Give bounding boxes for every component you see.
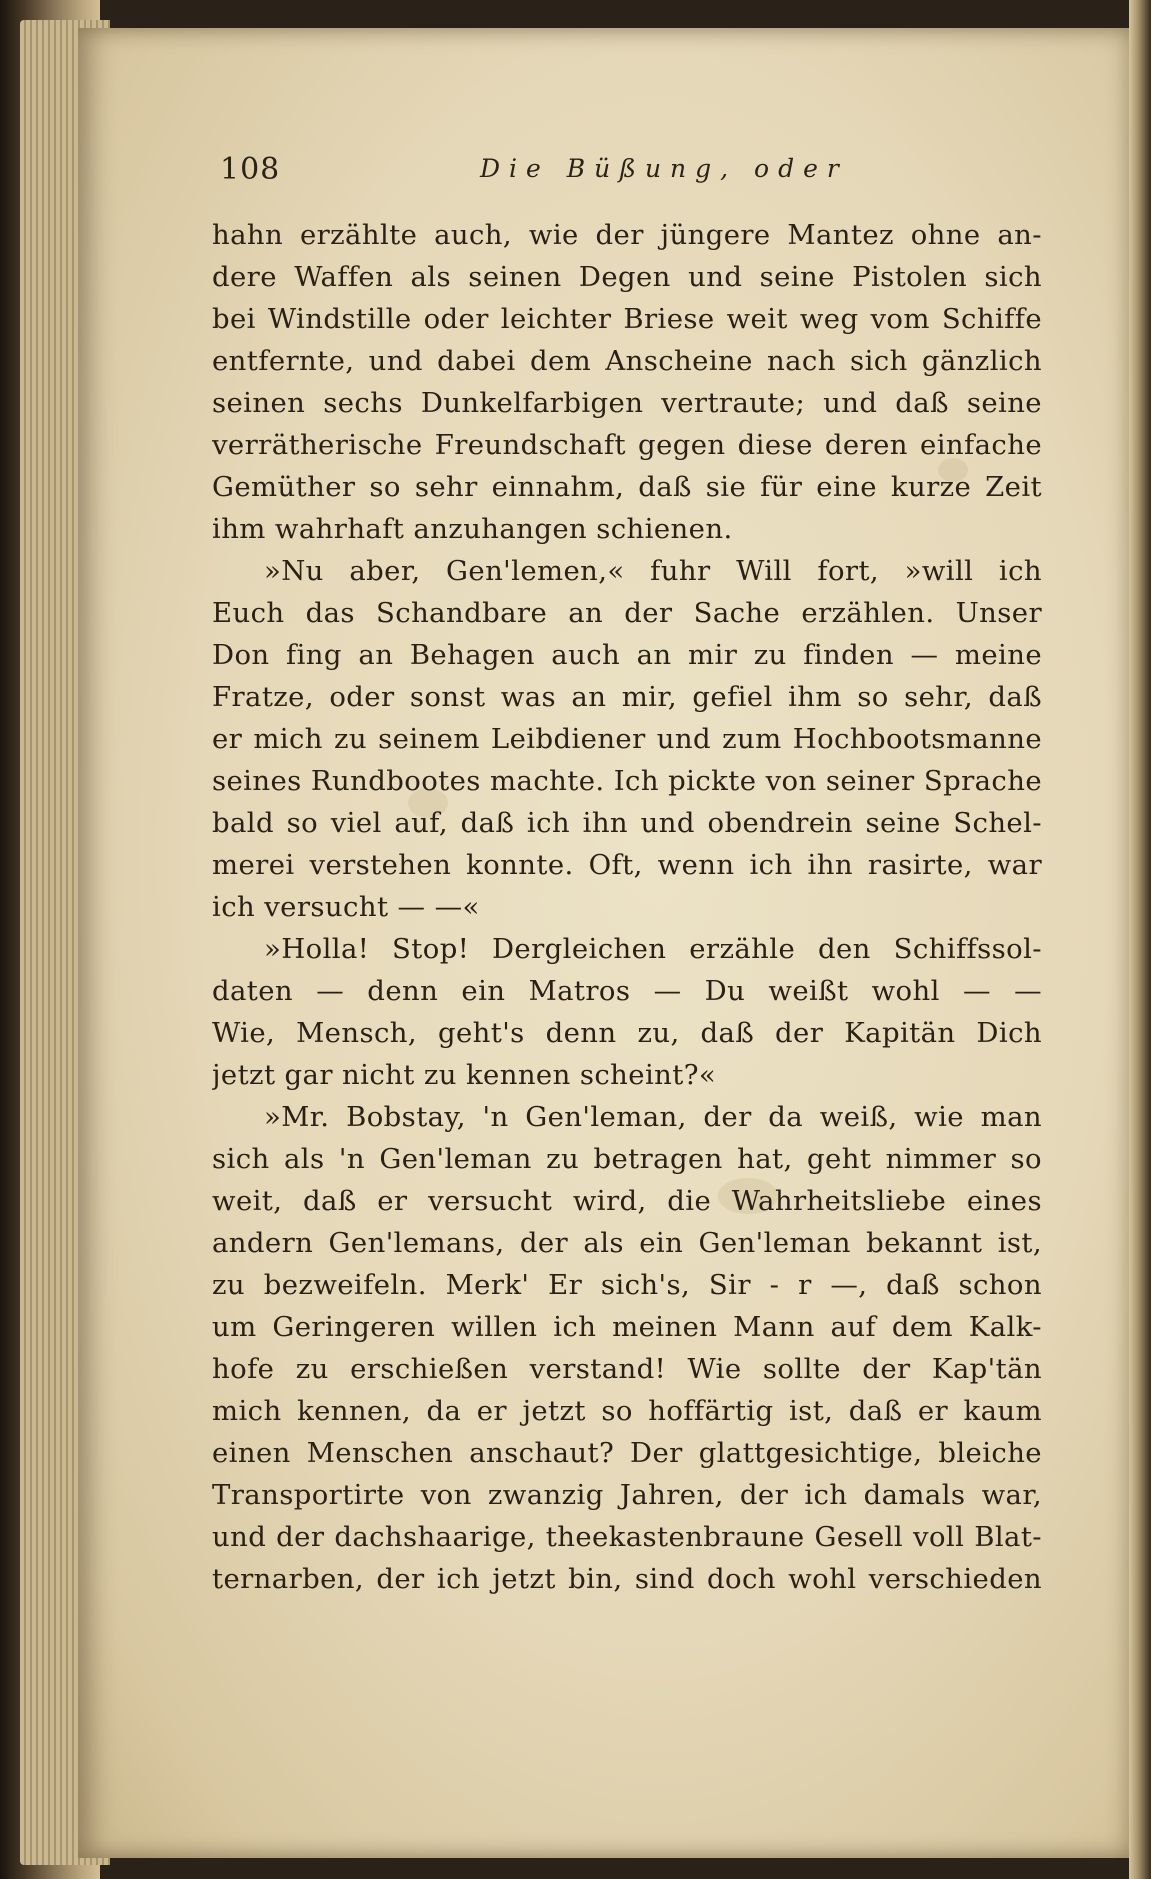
text-line: bald so viel auf, daß ich ihn und obendrein seine Schel- — [212, 807, 1042, 839]
page-header — [140, 150, 1040, 200]
text-line: »Nu aber, Gen'lemen,« fuhr Will fort, »will ich — [264, 555, 1042, 587]
text-line: andern Gen'lemans, der als ein Gen'leman bekannt ist, — [212, 1227, 1042, 1259]
text-line: »Mr. Bobstay, 'n Gen'leman, der da weiß, wie man — [264, 1101, 1042, 1133]
text-line: ternarben, der ich jetzt bin, sind doch wohl verschieden — [212, 1563, 1042, 1595]
text-line: verrätherische Freundschaft gegen diese deren einfache — [212, 429, 1042, 461]
page-number: 108 — [220, 152, 281, 187]
text-line: Fratze, oder sonst was an mir, gefiel ihm so sehr, daß — [212, 681, 1042, 713]
text-line: sich als 'n Gen'leman zu betragen hat, geht nimmer so — [212, 1143, 1042, 1175]
text-line: bei Windstille oder leichter Briese weit weg vom Schiffe — [212, 303, 1042, 335]
text-line: entfernte, und dabei dem Anscheine nach sich gänzlich — [212, 345, 1042, 377]
text-line: mich kennen, da er jetzt so hoffärtig ist, daß er kaum — [212, 1395, 1042, 1427]
text-line: daten — denn ein Matros — Du weißt wohl — — — [212, 975, 1042, 1007]
text-line: einen Menschen anschaut? Der glattgesichtige, bleiche — [212, 1437, 1042, 1469]
text-line: und der dachshaarige, theekastenbraune Gesell voll Blat- — [212, 1521, 1042, 1553]
text-line: seinen sechs Dunkelfarbigen vertraute; und daß seine — [212, 387, 1042, 419]
text-line: »Holla! Stop! Dergleichen erzähle den Schiffssol- — [264, 933, 1042, 965]
text-line: zu bezweifeln. Merk' Er sich's, Sir - r —, daß schon — [212, 1269, 1042, 1301]
text-line: Gemüther so sehr einnahm, daß sie für eine kurze Zeit — [212, 471, 1042, 503]
text-line: weit, daß er versucht wird, die Wahrheitsliebe eines — [212, 1185, 1042, 1217]
body-text — [212, 214, 1042, 1600]
text-line: hofe zu erschießen verstand! Wie sollte der Kap'tän — [212, 1353, 1042, 1385]
text-line: um Geringeren willen ich meinen Mann auf dem Kalk- — [212, 1311, 1042, 1343]
text-line: ihm wahrhaft anzuhangen schienen. — [212, 513, 733, 545]
text-line: jetzt gar nicht zu kennen scheint?« — [212, 1059, 717, 1091]
book-right-edge — [1129, 0, 1151, 1879]
text-line: Transportirte von zwanzig Jahren, der ich damals war, — [212, 1479, 1042, 1511]
text-line: Wie, Mensch, geht's denn zu, daß der Kapitän Dich — [212, 1017, 1042, 1049]
running-title: Die Büßung, oder — [480, 154, 848, 183]
text-line: seines Rundbootes machte. Ich pickte von seiner Sprache — [212, 765, 1042, 797]
text-line: er mich zu seinem Leibdiener und zum Hochbootsmanne — [212, 723, 1042, 755]
text-line: ich versucht — —« — [212, 891, 480, 923]
text-line: Don fing an Behagen auch an mir zu finden — meine — [212, 639, 1042, 671]
text-line: hahn erzählte auch, wie der jüngere Mantez ohne an- — [212, 219, 1042, 251]
text-line: Euch das Schandbare an der Sache erzählen. Unser — [212, 597, 1042, 629]
text-line: merei verstehen konnte. Oft, wenn ich ihn rasirte, war — [212, 849, 1042, 881]
text-line: dere Waffen als seinen Degen und seine Pistolen sich — [212, 261, 1042, 293]
